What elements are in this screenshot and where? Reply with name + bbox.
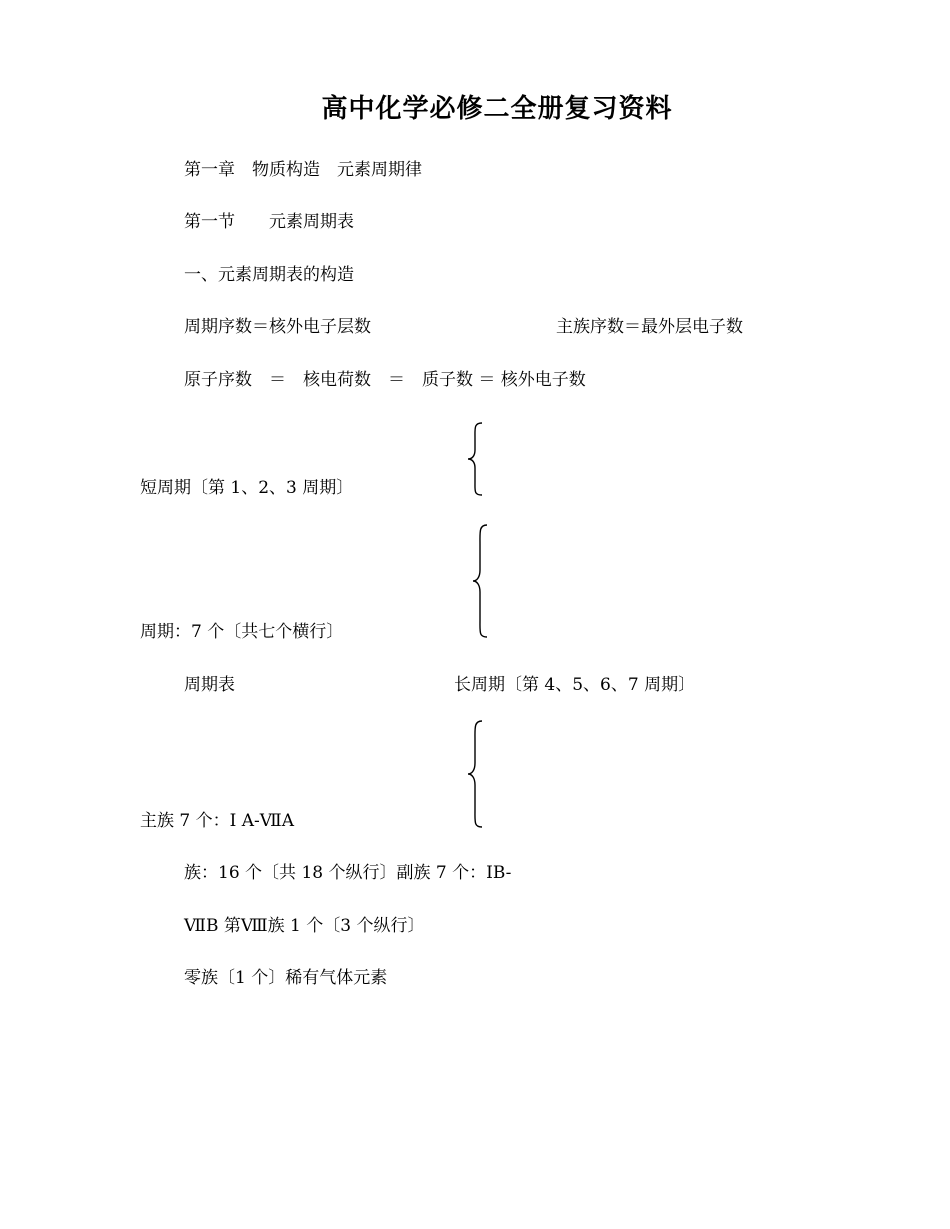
period-brace	[467, 522, 491, 640]
long-period-text: 长周期〔第 4、5、6、7 周期〕	[454, 675, 696, 695]
group-number-rule: 主族序数＝最外层电子数	[556, 317, 743, 337]
section-heading: 第一节 元素周期表	[184, 212, 354, 232]
short-period-text: 短周期〔第 1、2、3 周期〕	[140, 478, 354, 498]
subsection-heading: 一、元素周期表的构造	[184, 265, 354, 285]
chapter-heading: 第一章 物质构造 元素周期律	[184, 160, 422, 180]
short-period-brace	[462, 420, 486, 498]
period-number-rule: 周期序数＝核外电子层数	[184, 317, 371, 337]
document-title: 高中化学必修二全册复习资料	[321, 94, 673, 124]
zero-group-text: 零族〔1 个〕稀有气体元素	[184, 968, 388, 988]
group-brace	[462, 718, 486, 830]
periodic-table-label: 周期表	[184, 675, 235, 695]
groups-text: 族：16 个〔共 18 个纵行〕副族 7 个：IB-	[184, 863, 512, 883]
groups-continued-text: ⅦB 第Ⅷ族 1 个〔3 个纵行〕	[184, 916, 425, 936]
main-groups-text: 主族 7 个：Ⅰ A-ⅦA	[140, 811, 294, 831]
atomic-number-rule: 原子序数 ＝ 核电荷数 ＝ 质子数 ＝ 核外电子数	[184, 370, 586, 390]
periods-text: 周期：7 个〔共七个横行〕	[140, 622, 344, 642]
